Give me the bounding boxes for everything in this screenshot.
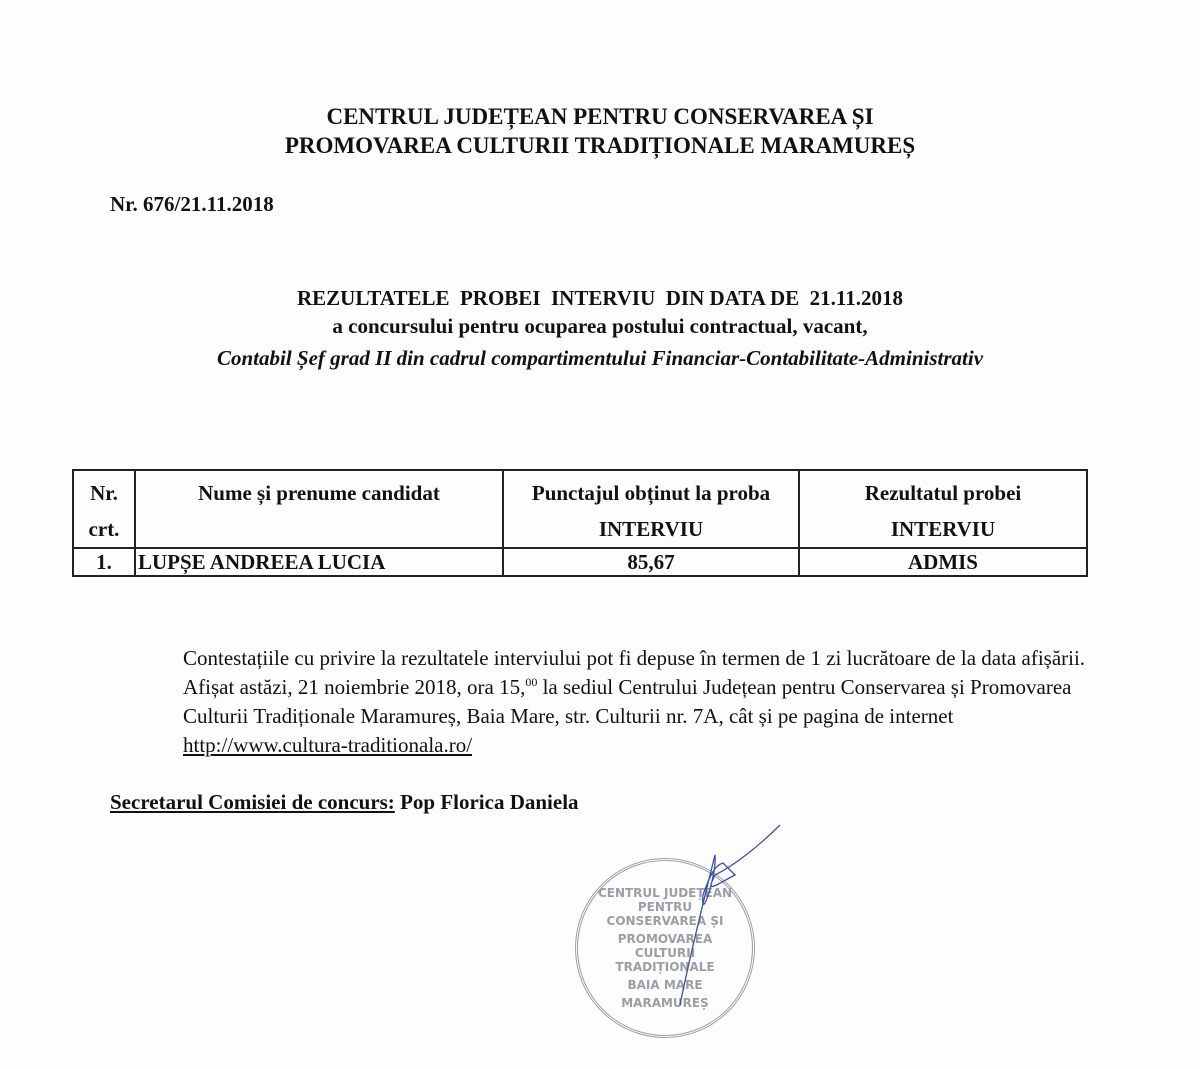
stamp-center-text: BAIA MARE [627, 978, 703, 992]
institution-name-line2: PROMOVAREA CULTURII TRADIȚIONALE MARAMUREȘ [284, 133, 916, 158]
cell-result: ADMIS [799, 548, 1087, 576]
appeal-text: Contestațiile cu privire la rezultatele interviului pot fi depuse în termen de 1 zi lucrătoare de la data afișării. [183, 646, 1086, 670]
stamp-outer-text: CENTRUL JUDEȚEAN PENTRU CONSERVAREA ȘI [597, 886, 733, 928]
cell-name: LUPȘE ANDREEA LUCIA [135, 548, 503, 576]
posting-text-rest: la sediul Centrului Județean pentru Conservarea și Promovarea Culturii Tradiționale Maramureș, Baia Mare, str. Culturii nr. 7A, cât și pe pagina de internet [183, 675, 1072, 728]
header-nr: Nr. [90, 481, 118, 505]
stamp-bottom-text: MARAMUREȘ [621, 996, 709, 1010]
document-title: REZULTATELE PROBEI INTERVIU DIN DATA DE 21.11.2018 [296, 286, 904, 310]
header-result-sub: INTERVIU [890, 517, 996, 541]
results-table [72, 469, 1088, 577]
table-header-row [73, 470, 1087, 548]
table-row [73, 548, 1087, 576]
website-link[interactable]: http://www.cultura-traditionala.ro/ [183, 733, 473, 757]
header-crt: crt. [88, 517, 120, 541]
header-score-sub: INTERVIU [598, 517, 704, 541]
signature-line [110, 788, 1100, 817]
header-result: Rezultatul probei [864, 481, 1022, 505]
header-score: Punctajul obținut la proba [531, 481, 771, 505]
signature-label: Secretarul Comisiei de concurs: [110, 790, 395, 814]
official-stamp [575, 858, 755, 1038]
body-text [110, 644, 1100, 817]
signature-name: Pop Florica Daniela [394, 790, 579, 814]
stamp-inner-text: PROMOVAREA CULTURII TRADIȚIONALE [615, 932, 715, 974]
posting-paragraph [110, 673, 1100, 760]
cell-score: 85,67 [503, 548, 799, 576]
position-description: Contabil Șef grad II din cadrul compartimentului Financiar-Contabilitate-Administrativ [216, 346, 984, 370]
institution-name-line1: CENTRUL JUDEȚEAN PENTRU CONSERVAREA ȘI [326, 104, 874, 129]
cell-nr: 1. [73, 548, 135, 576]
reference-number: Nr. 676/21.11.2018 [110, 192, 274, 216]
posting-time-sup: 00 [525, 675, 538, 689]
posting-text: Afișat astăzi, 21 noiembrie 2018, ora 15, [183, 675, 526, 699]
header-name: Nume și prenume candidat [198, 481, 440, 505]
document-subtitle: a concursului pentru ocuparea postului contractual, vacant, [332, 314, 868, 338]
